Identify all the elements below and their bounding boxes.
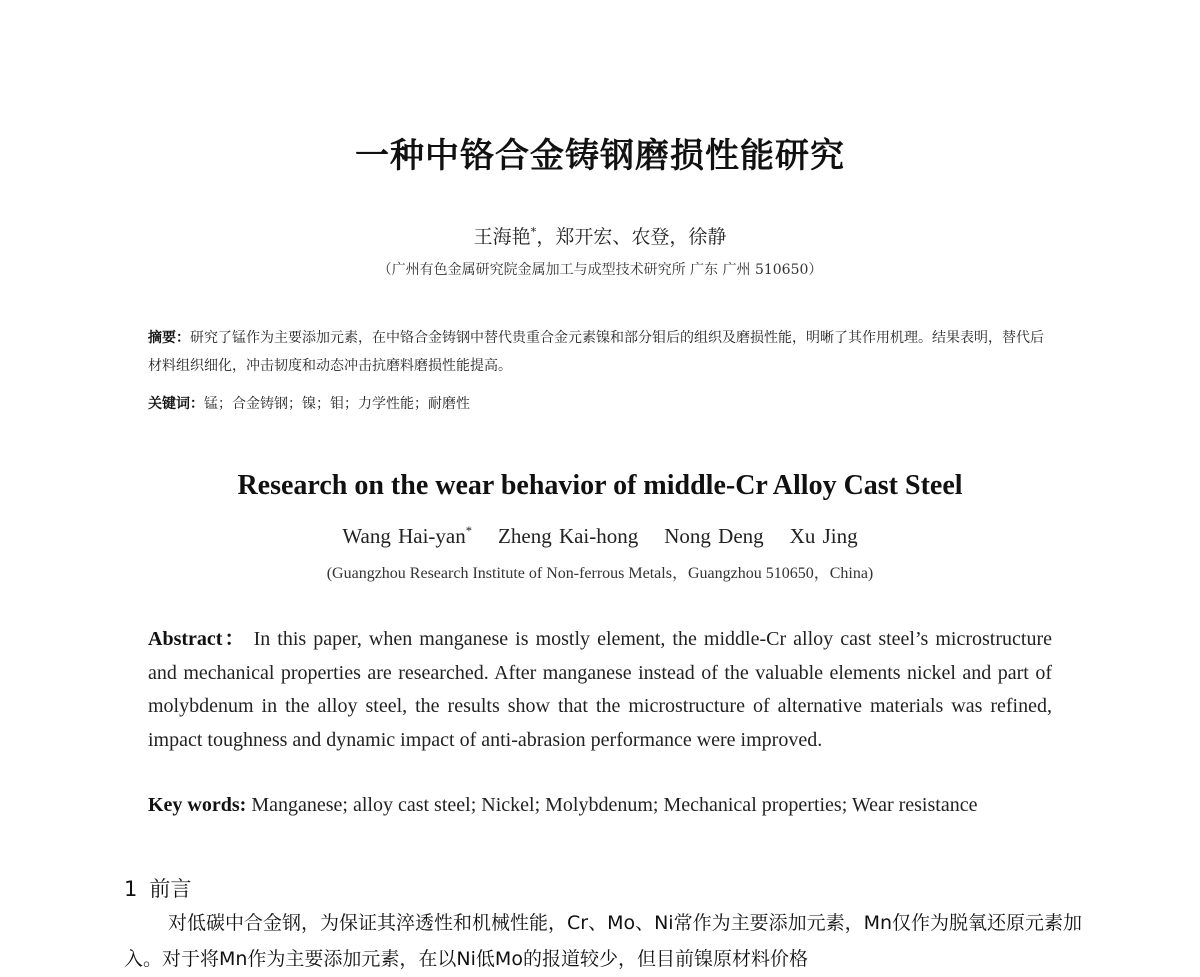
english-title: Research on the wear behavior of middle-Cr Alloy Cast Steel [237,470,963,501]
english-affiliation: (Guangzhou Research Institute of Non-ferrous Metals，Guangzhou 510650，China) [326,565,874,582]
english-abstract-label: Abstract [148,628,223,650]
chinese-authors [0,222,1200,249]
section-1-number: 1 [124,877,138,901]
english-abstract [148,623,1052,757]
chinese-keywords [148,390,1050,418]
english-abstract-colon: ： [222,628,247,650]
english-authors [0,524,1200,549]
chinese-abstract-text: 研究了锰作为主要添加元素，在中铬合金铸钢中替代贵重合金元素镍和部分钼后的组织及磨损性能，明晰了其作用机理。结果表明，替代后材料组织细化，冲击韧度和动态冲击抗磨料磨损性能提高。 [148,330,1044,374]
author-4: Xu Jing [789,524,858,548]
chinese-other-authors: ，郑开宏、农登，徐静 [536,226,727,248]
english-keywords-label: Key words [148,794,240,816]
chinese-abstract [148,324,1050,380]
chinese-affiliation: （广州有色金属研究院金属加工与成型技术研究所 广东 广州 510650） [377,262,823,278]
english-keywords-text: Manganese; alloy cast steel; Nickel; Molybdenum; Mechanical properties; Wear resistance [246,794,978,816]
english-corresponding-author-mark: * [465,524,473,538]
chinese-abstract-label: 摘要： [148,330,190,346]
section-1-paragraph: 对低碳中合金钢，为保证其淬透性和机械性能，Cr、Mo、Ni常作为主要添加元素，Mn仅作为脱氧还原元素加入。对于将Mn作为主要添加元素，在以Ni低Mo的报道较少，但目前镍原材料价格 [124,912,1083,970]
author-1: Wang Hai-yan [342,524,466,548]
author-3: Nong Deng [664,524,764,548]
english-abstract-text: In this paper, when manganese is mostly element, the middle-Cr alloy cast steel’s microstructure and mechanical properties are researched. After manganese instead of the valuable elements nickel and part of molybdenum in the alloy steel, the results show that the microstructure of alternative materials was refined, impact toughness and dynamic impact of anti-abrasion performance were improved. [148,628,1052,751]
english-keywords [148,789,1068,822]
section-1-title: 前言 [149,877,192,901]
chinese-first-author: 王海艳 [473,226,531,248]
chinese-title: 一种中铬合金铸钢磨损性能研究 [355,136,845,176]
chinese-keywords-text: 锰；合金铸钢；镍；钼；力学性能；耐磨性 [204,396,470,412]
corresponding-author-mark: * [530,224,537,239]
section-1-heading [124,873,191,903]
author-2: Zheng Kai-hong [498,524,639,548]
chinese-keywords-label: 关键词： [148,396,204,412]
english-keywords-colon: : [239,794,247,816]
